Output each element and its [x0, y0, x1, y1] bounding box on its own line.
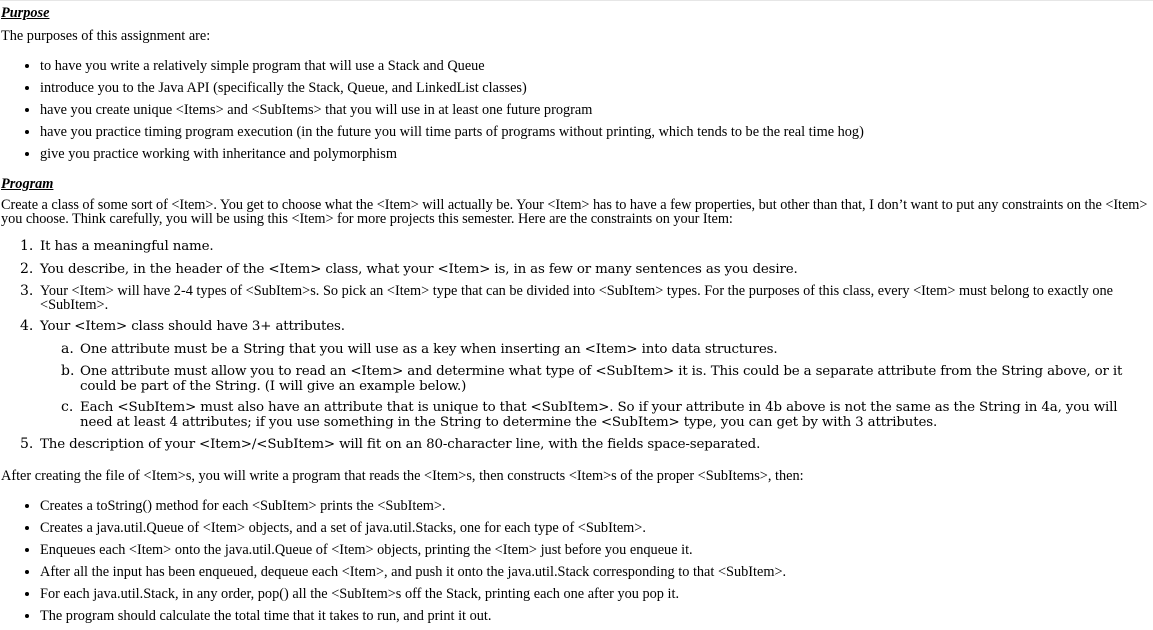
after-text: After creating the file of <Item>s, you will write a program that reads the <Item>s, then constructs <Item>s of the proper <SubItems>, then:: [1, 468, 804, 484]
purpose-item: • have you practice timing program execution (in the future you will time parts of programs without printing, which tends to be the real time hog): [40, 124, 1149, 140]
constraints-list: [1, 238, 1149, 453]
constraint-text: Your <Item> will have 2-4 types of <SubItem>s. So pick an <Item> type that can be divided into <SubItem> types. For the purposes of this class, every <Item> must belong to exactly one <SubItem>.: [40, 283, 1114, 313]
purpose-item: • give you practice working with inheritance and polymorphism: [40, 146, 1149, 162]
attributes-list: [40, 341, 1149, 430]
program-step: • Creates a toString() method for each <SubItem> prints the <SubItem>.: [40, 498, 1149, 514]
constraint-text: The description of your <Item>/<SubItem> will fit on an 80-character line, with the fields space-separated.: [40, 437, 761, 452]
program-steps-list: [1, 498, 1149, 624]
constraint-number: 5.: [20, 436, 34, 452]
constraint-text: You describe, in the header of the <Item> class, what your <Item> is, in as few or many sentences as you desire.: [40, 262, 798, 277]
purpose-item: • to have you write a relatively simple program that will use a Stack and Queue: [40, 58, 1149, 74]
attribute-text: Each <SubItem> must also have an attribute that is unique to that <SubItem>. So if your attribute in 4b above is not the same as the String in 4a, you will need at least 4 attributes; if you use something in the String to determine the <SubItem> type, you can get by with 3 attributes.: [80, 400, 1118, 430]
constraint-number: 4.: [20, 318, 34, 334]
attribute-letter: a.: [61, 341, 74, 357]
purpose-heading: Purpose: [1, 5, 50, 21]
top-divider: [0, 0, 1153, 1]
constraint-number: 1.: [20, 238, 34, 254]
attribute-letter: c.: [61, 399, 74, 415]
attribute-item: [61, 399, 1149, 430]
constraint-item: [20, 261, 1149, 278]
program-step: • Enqueues each <Item> onto the java.util.Queue of <Item> objects, printing the <Item> just before you enqueue it.: [40, 542, 1149, 558]
program-step: • For each java.util.Stack, in any order, pop() all the <SubItem>s off the Stack, printing each one after you pop it.: [40, 586, 1149, 602]
purpose-item: • introduce you to the Java API (specifically the Stack, Queue, and LinkedList classes): [40, 80, 1149, 96]
constraint-text: Your <Item> class should have 3+ attributes.: [40, 319, 345, 334]
program-step: • The program should calculate the total time that it takes to run, and print it out.: [40, 608, 1149, 624]
program-heading: Program: [1, 176, 54, 192]
attribute-text: One attribute must allow you to read an <Item> and determine what type of <SubItem> it is. This could be a separate attribute from the String above, or it could be part of the String. (I will give an example below.): [80, 364, 1123, 394]
attribute-text: One attribute must be a String that you will use as a key when inserting an <Item> into data structures.: [80, 342, 778, 357]
attribute-item: [61, 363, 1149, 394]
constraint-number: 2.: [20, 261, 34, 277]
purpose-item: • have you create unique <Items> and <SubItems> that you will use in at least one future program: [40, 102, 1149, 118]
attribute-letter: b.: [61, 363, 75, 379]
constraint-number: 3.: [20, 283, 34, 299]
purpose-section: [1, 5, 1149, 162]
program-step: • Creates a java.util.Queue of <Item> objects, and a set of java.util.Stacks, one for each type of <SubItem>.: [40, 520, 1149, 536]
program-intro: Create a class of some sort of <Item>. You get to choose what the <Item> will actually be. Your <Item> has to have a few properties, but other than that, I don’t want to put any constraints on the <Item> you choose. Think carefully, you will be using this <Item> for more projects this semester. Here are the constraints on your Item:: [1, 197, 1148, 227]
attribute-item: [61, 341, 1149, 358]
program-section: [1, 176, 1149, 624]
constraint-item: [20, 318, 1149, 430]
purpose-list: [1, 58, 1149, 162]
constraint-item: [20, 283, 1149, 313]
program-step: • After all the input has been enqueued, dequeue each <Item>, and push it onto the java.util.Stack corresponding to that <SubItem>.: [40, 564, 1149, 580]
assignment-document: [1, 5, 1149, 624]
constraint-text: It has a meaningful name.: [40, 239, 214, 254]
constraint-item: [20, 436, 1149, 453]
purpose-intro: The purposes of this assignment are:: [1, 28, 211, 44]
constraint-item: [20, 238, 1149, 255]
